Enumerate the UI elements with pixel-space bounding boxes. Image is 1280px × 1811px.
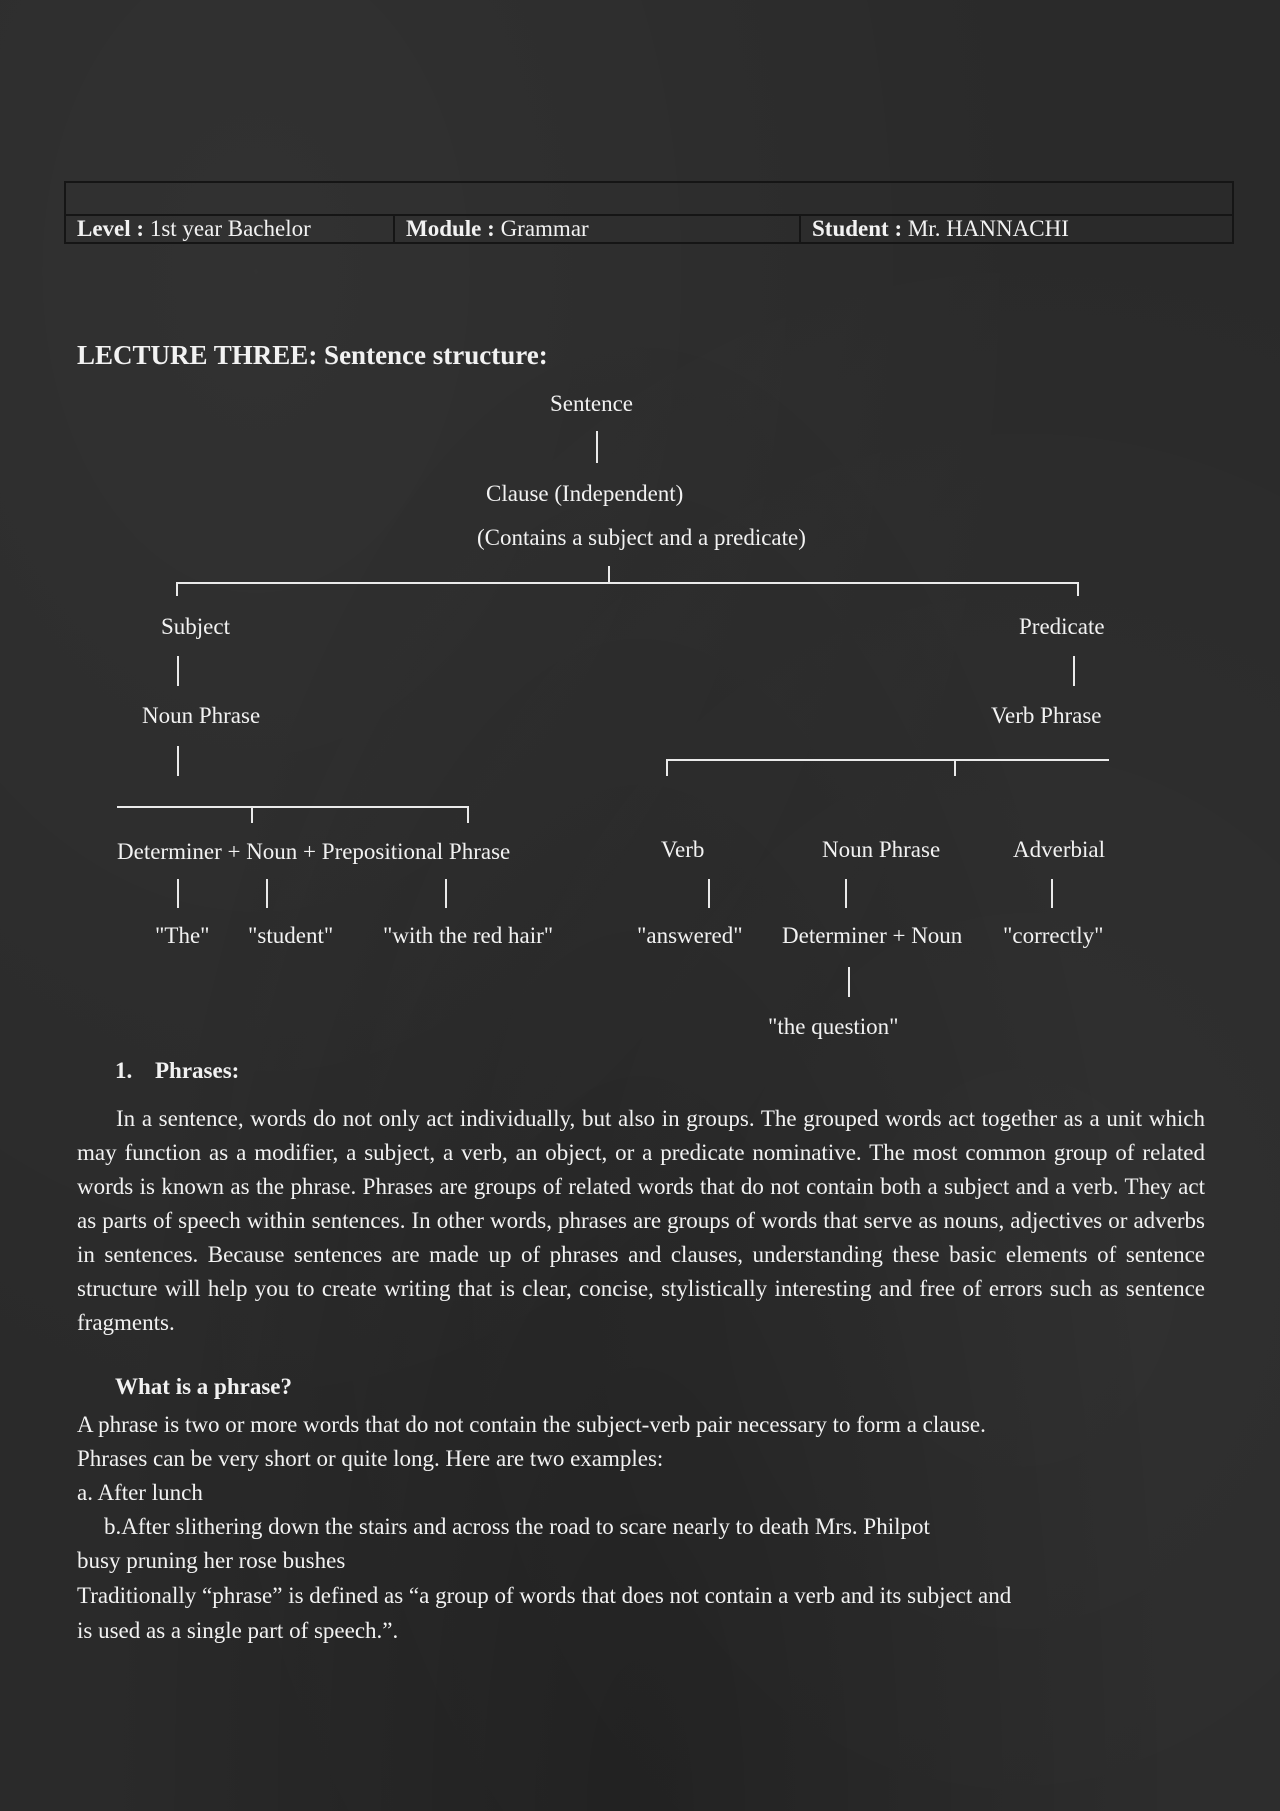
tree-node-vp-noun-phrase: Noun Phrase — [822, 837, 941, 862]
tree-connector — [177, 746, 179, 776]
section-heading-phrases — [115, 1058, 239, 1084]
module-label: Module : — [406, 216, 495, 241]
tree-connector — [251, 806, 253, 823]
tree-example-with-red-hair: "with the red hair" — [383, 923, 554, 948]
tree-example-student: "student" — [248, 923, 334, 948]
tree-example-the-question: "the question" — [768, 1014, 899, 1039]
tree-node-noun-phrase: Noun Phrase — [142, 703, 261, 728]
tree-example-correctly: "correctly" — [1003, 923, 1104, 948]
module-cell — [395, 214, 799, 244]
tree-connector — [1077, 582, 1079, 596]
tree-connector — [954, 759, 956, 776]
level-label: Level : — [77, 216, 145, 241]
tree-bracket — [176, 582, 1079, 584]
header-table — [64, 181, 1234, 244]
text-line: A phrase is two or more words that do not contain the subject-verb pair necessary to form a clause. — [77, 1412, 986, 1437]
level-value: 1st year Bachelor — [149, 216, 311, 241]
header-empty-row — [66, 183, 1232, 216]
tree-bracket — [117, 806, 469, 808]
module-value: Grammar — [500, 216, 589, 241]
student-value: Mr. HANNACHI — [907, 216, 1069, 241]
tree-connector — [1073, 656, 1075, 686]
lecture-title: LECTURE THREE: Sentence structure: — [77, 340, 548, 370]
section-number: 1. — [115, 1058, 133, 1083]
tree-node-subject: Subject — [161, 614, 230, 639]
tree-connector — [177, 656, 179, 686]
text-line: is used as a single part of speech.”. — [77, 1618, 399, 1643]
tree-bracket — [666, 759, 1109, 761]
level-cell — [66, 214, 393, 244]
tree-node-clause-note: (Contains a subject and a predicate) — [477, 525, 806, 550]
tree-node-adverbial: Adverbial — [1013, 837, 1105, 862]
tree-connector — [666, 759, 668, 776]
tree-connector — [176, 582, 178, 596]
tree-connector — [1051, 879, 1053, 908]
example-b-continued: busy pruning her rose bushes — [77, 1548, 346, 1573]
tree-node-clause: Clause (Independent) — [486, 481, 684, 506]
tree-node-predicate: Predicate — [1019, 614, 1105, 639]
tree-connector — [266, 879, 268, 908]
student-label: Student : — [812, 216, 903, 241]
phrases-paragraph: In a sentence, words do not only act individually, but also in groups. The grouped words act together as a unit which may function as a modifier, a subject, a verb, an object, or a predicate nominative. The most common group of related words is known as the phrase. Phrases are groups of related words that do not contain both a subject and a verb. They act as parts of speech within sentences. In other words, phrases are groups of words that serve as nouns, adjectives or adverbs in sentences. Because sentences are made up of phrases and clauses, understanding these basic elements of sentence structure will help you to create writing that is clear, concise, stylistically interesting and free of errors such as sentence fragments. — [77, 1106, 1205, 1335]
text-line: Traditionally “phrase” is defined as “a group of words that does not contain a verb and its subject and — [77, 1583, 1012, 1608]
tree-example-answered: "answered" — [637, 923, 743, 948]
tree-connector — [596, 431, 598, 463]
text-line: Phrases can be very short or quite long. Here are two examples: — [77, 1446, 664, 1471]
tree-connector — [845, 879, 847, 908]
tree-node-subject-parts: Determiner + Noun + Prepositional Phrase — [117, 839, 511, 864]
tree-node-det-noun: Determiner + Noun — [782, 923, 963, 948]
tree-node-sentence: Sentence — [550, 391, 634, 416]
example-b: b.After slithering down the stairs and across the road to scare nearly to death Mrs. Philpot — [104, 1514, 930, 1539]
tree-connector — [177, 879, 179, 908]
tree-connector — [608, 566, 610, 582]
tree-node-verb: Verb — [661, 837, 705, 862]
tree-connector — [445, 879, 447, 908]
what-is-a-phrase-heading: What is a phrase? — [115, 1374, 292, 1399]
tree-node-verb-phrase: Verb Phrase — [991, 703, 1102, 728]
tree-example-the: "The" — [155, 923, 210, 948]
section-title: Phrases: — [155, 1058, 240, 1083]
student-cell — [801, 214, 1231, 244]
tree-connector — [708, 879, 710, 908]
tree-connector — [467, 806, 469, 823]
tree-connector — [848, 967, 850, 997]
example-a: a. After lunch — [77, 1480, 203, 1505]
